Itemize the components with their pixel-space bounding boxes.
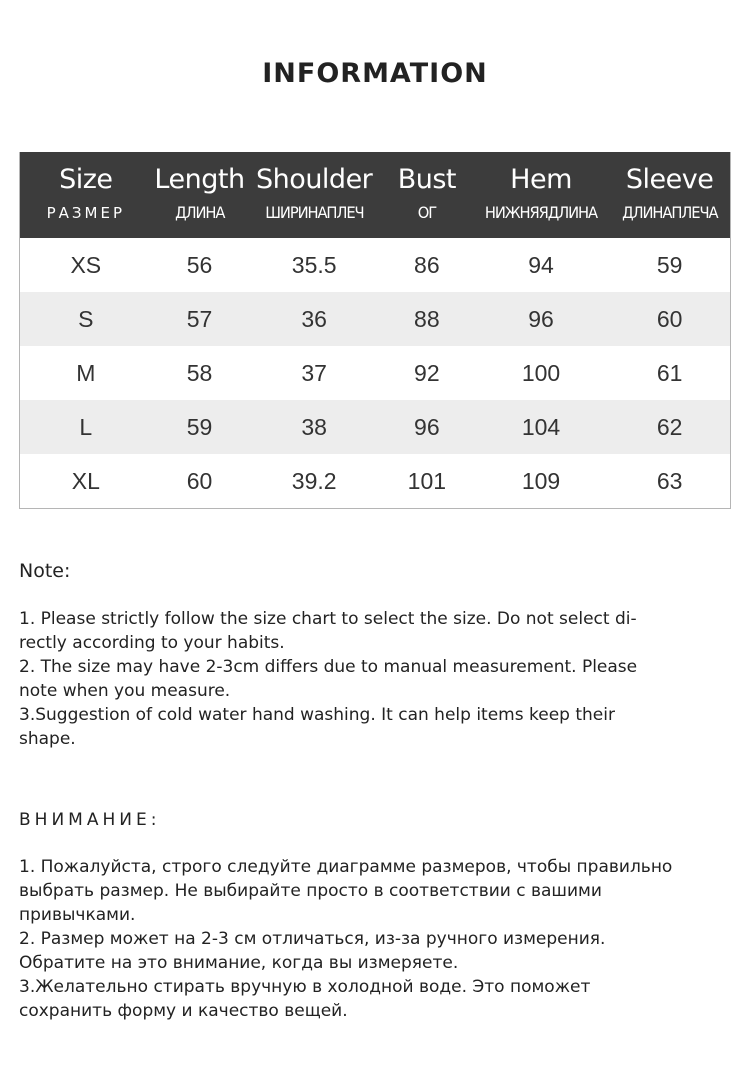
note-line: сохранить форму и качество вещей. [19,1001,348,1021]
cell-length: 60 [186,467,213,494]
header-label-en: Shoulder [256,164,373,195]
cell-shoulder: 38 [301,413,327,440]
note-line: 2. The size may have 2-3cm differs due to manual measurement. Please [19,657,638,677]
note-heading: Note: [19,560,71,582]
note-line: Обратите на это внимание, когда вы измеряете. [19,953,459,973]
cell-hem: 100 [521,359,561,386]
note-heading: ВНИМАНИЕ: [19,810,161,830]
header-label-ru: ДЛИНА [174,203,225,222]
note-line: 3.Suggestion of cold water hand washing. It can help items keep their [19,705,615,725]
cell-length: 56 [186,251,213,278]
note-line: привычками. [19,905,136,925]
cell-sleeve: 61 [656,359,683,386]
cell-hem: 109 [521,467,561,494]
header-bust [381,152,473,238]
header-label-ru: НИЖНЯЯДЛИНА [484,203,598,222]
note-line: 3.Желательно стирать вручную в холодной воде. Это поможет [19,977,591,997]
cell-hem: 94 [528,251,554,278]
header-label-ru: ОГ [417,203,437,222]
note-line: shape. [19,729,76,749]
cell-shoulder: 37 [301,359,327,386]
cell-sleeve: 59 [656,251,683,278]
cell-length: 57 [186,305,213,332]
cell-size: S [78,305,94,332]
cell-shoulder: 36 [301,305,327,332]
header-label-ru: ДЛИНАПЛЕЧА [622,203,718,222]
header-hem [473,152,610,238]
table-row [20,238,730,292]
note-line: выбрать размер. Не выбирайте просто в соответствии с вашими [19,881,602,901]
cell-size: XS [70,251,102,278]
cell-length: 59 [186,413,213,440]
header-size [20,152,152,238]
table-row [20,400,730,454]
size-chart-table [19,152,731,509]
table-row [20,292,730,346]
note-line: 1. Пожалуйста, строго следуйте диаграмме размеров, чтобы правильно [19,857,673,877]
header-sleeve [609,152,730,238]
cell-sleeve: 62 [656,413,683,440]
header-shoulder [247,152,381,238]
header-label-ru: РАЗМЕР [46,204,125,222]
cell-size: XL [71,467,100,494]
cell-bust: 86 [414,251,440,278]
cell-size: L [79,413,93,440]
header-label-en: Size [59,164,113,195]
note-line: 1. Please strictly follow the size chart to select the size. Do not select di- [19,609,637,629]
cell-hem: 96 [528,305,554,332]
header-label-en: Length [154,164,245,195]
header-length [152,152,248,238]
cell-length: 58 [186,359,213,386]
header-label-en: Hem [510,164,572,195]
cell-sleeve: 63 [656,467,683,494]
cell-bust: 92 [414,359,440,386]
cell-shoulder: 39.2 [291,467,337,494]
cell-hem: 104 [521,413,561,440]
header-label-en: Sleeve [625,164,714,195]
page-title: INFORMATION [262,58,488,89]
note-line: note when you measure. [19,681,231,701]
cell-size: M [76,359,96,386]
cell-shoulder: 35.5 [291,251,337,278]
table-header [20,152,730,238]
note-russian [19,810,719,1023]
table-row [20,454,730,508]
cell-bust: 101 [407,467,447,494]
header-label-en: Bust [397,164,456,195]
header-label-ru: ШИРИНАПЛЕЧ [265,203,364,222]
note-line: rectly according to your habits. [19,633,285,653]
note-line: 2. Размер может на 2-3 см отличаться, из-за ручного измерения. [19,929,606,949]
note-english [19,560,719,751]
cell-bust: 96 [414,413,440,440]
table-row [20,346,730,400]
cell-bust: 88 [414,305,440,332]
cell-sleeve: 60 [656,305,683,332]
